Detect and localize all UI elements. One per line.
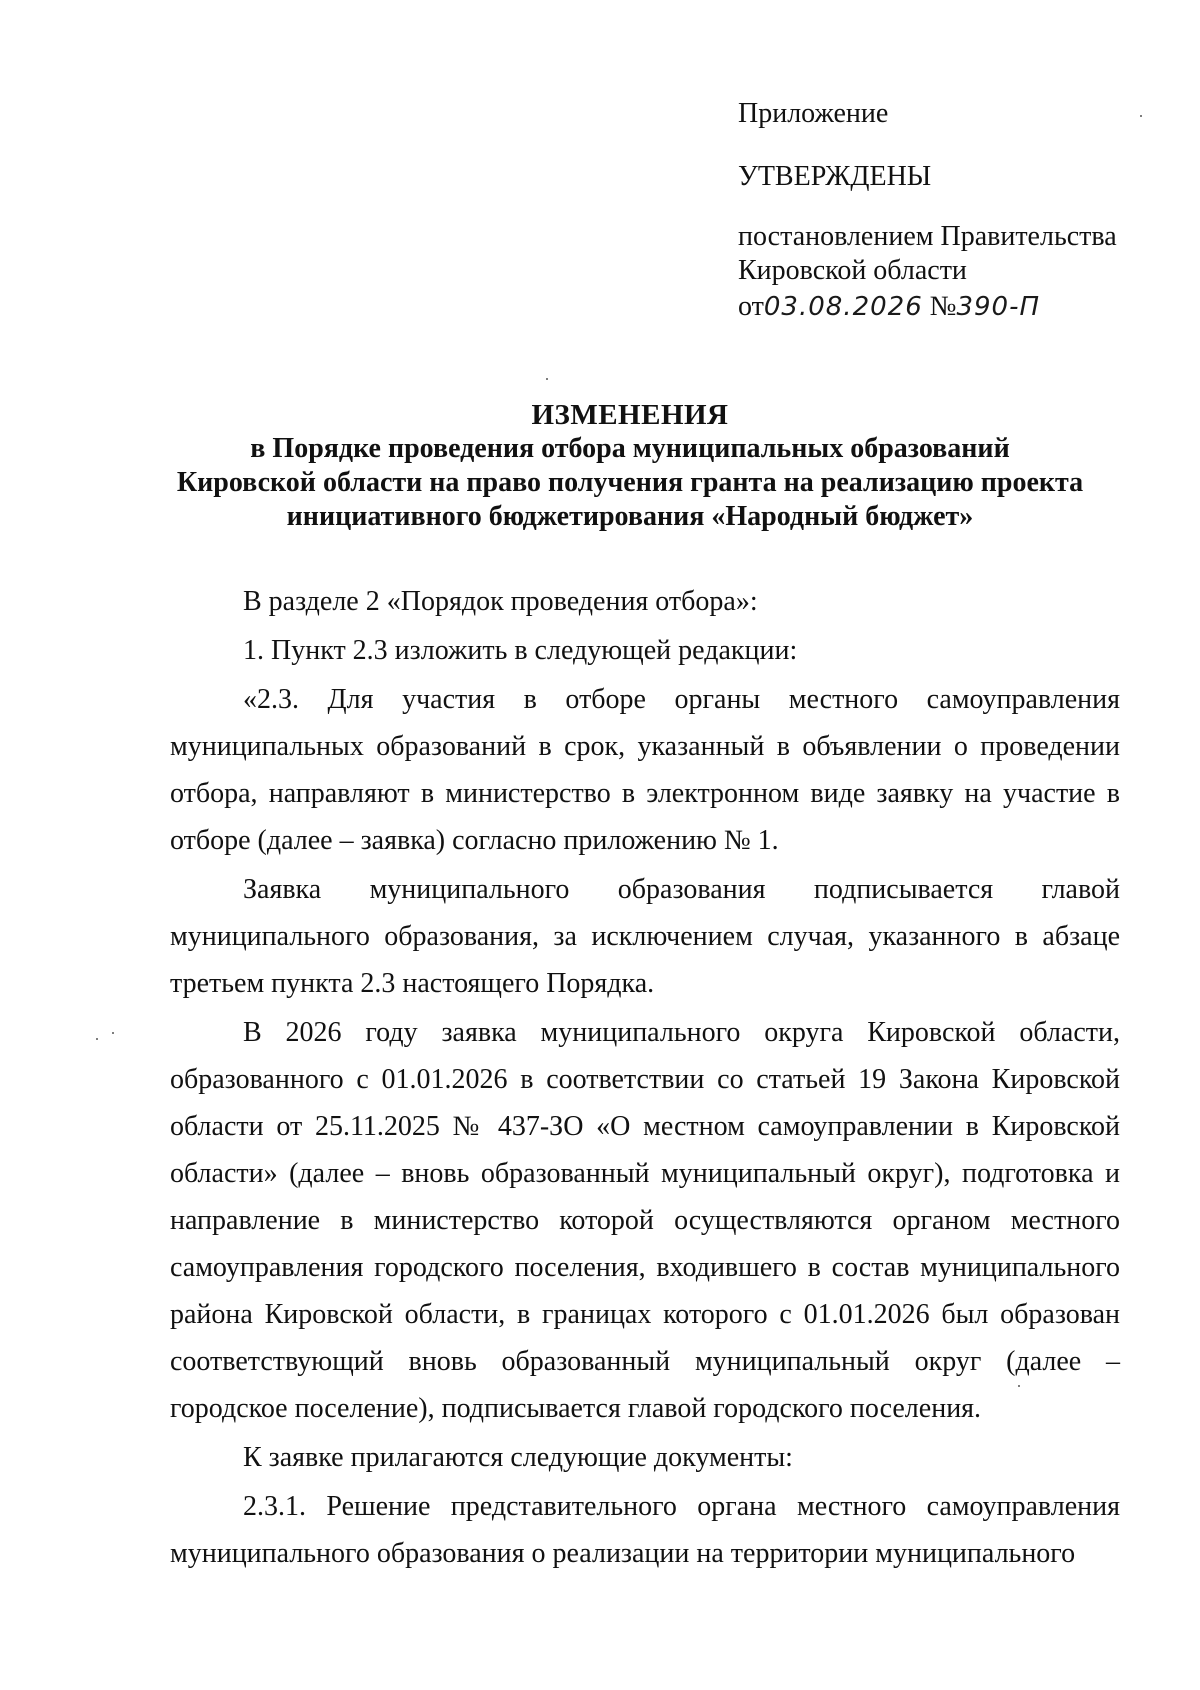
scan-speck xyxy=(1018,1385,1020,1387)
paragraph-attachments-intro: К заявке прилагаются следующие документы: xyxy=(243,1442,793,1473)
title-line-1: в Порядке проведения отбора муниципальных образований xyxy=(250,433,1010,464)
title-line-3: инициативного бюджетирования «Народный бюджет» xyxy=(286,501,974,532)
document-title xyxy=(150,398,1110,534)
approved-label: УТВЕРЖДЕНЫ xyxy=(738,161,932,192)
paragraph-section-intro: В разделе 2 «Порядок проведения отбора»: xyxy=(243,586,758,617)
from-label: от xyxy=(738,291,764,322)
document-body xyxy=(170,578,1120,1579)
title-line-2: Кировской области на право получения гранта на реализацию проекта xyxy=(176,467,1084,498)
scan-speck xyxy=(96,1038,98,1040)
paragraph-item-1: 1. Пункт 2.3 изложить в следующей редакции: xyxy=(243,635,798,666)
handwritten-date: 03.08.2026 xyxy=(763,292,923,322)
paragraph-2-3: «2.3. Для участия в отборе органы местного самоуправления муниципальных образований в срок, указанный в объявлении о проведении отбора, направляют в министерство в электронном виде заявку на участие в отборе (далее – заявка) согласно приложению № 1. xyxy=(170,684,1120,856)
scan-speck xyxy=(1140,115,1142,117)
scan-speck xyxy=(112,1032,114,1034)
resolution-date-number xyxy=(738,290,1040,324)
number-label: № xyxy=(929,291,957,322)
paragraph-signing: Заявка муниципального образования подписывается главой муниципального образования, за исключением случая, указанного в абзаце третьем пункта 2.3 настоящего Порядка. xyxy=(170,874,1120,999)
paragraph-2-3-1: 2.3.1. Решение представительного органа местного самоуправления муниципального образования о реализации на территории муниципального xyxy=(170,1491,1120,1569)
resolution-line-2: Кировской области xyxy=(738,255,967,286)
scan-speck xyxy=(546,378,548,380)
appendix-label: Приложение xyxy=(738,98,889,129)
resolution-line-1: постановлением Правительства xyxy=(738,221,1117,252)
paragraph-2026-exception: В 2026 году заявка муниципального округа Кировской области, образованного с 01.01.2026 в соответствии со статьей 19 Закона Кировской области от 25.11.2025 № 437-ЗО «О местном самоуправлении в Кировской области» (далее – вновь образованный муниципальный округ), подготовка и направление в министерство которой осуществляются органом местного самоуправления городского поселения, входившего в состав муниципального района Кировской области, в границах которого с 01.01.2026 был образован соответствующий вновь образованный муниципальный округ (далее – городское поселение), подписывается главой городского поселения. xyxy=(170,1017,1120,1424)
title-main: ИЗМЕНЕНИЯ xyxy=(531,399,729,431)
handwritten-number: 390-П xyxy=(956,292,1041,322)
